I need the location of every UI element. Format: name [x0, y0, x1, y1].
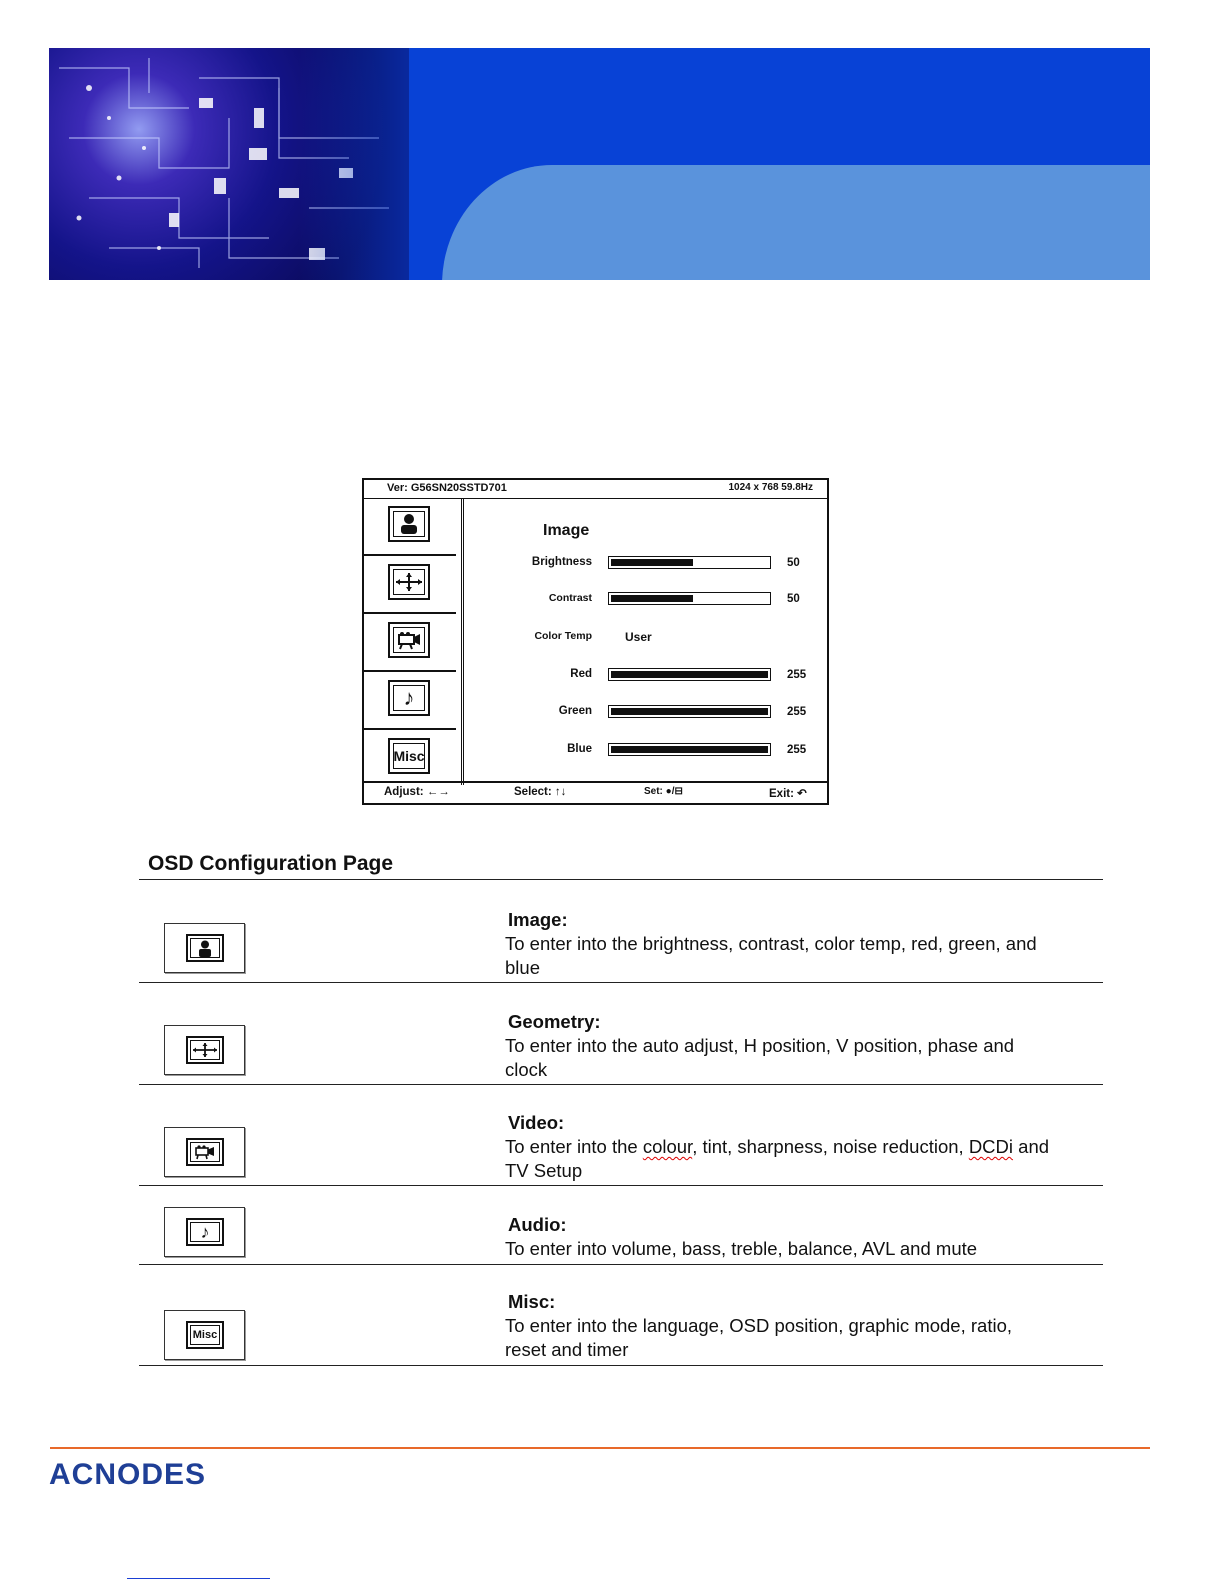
image-icon	[393, 511, 425, 537]
adjust-hint: Adjust: ←→	[384, 786, 450, 798]
divider	[139, 982, 1103, 983]
config-image-heading: Image:	[508, 909, 568, 930]
config-misc-heading: Misc:	[508, 1291, 556, 1312]
image-icon	[190, 938, 220, 958]
osd-tab-misc[interactable]	[364, 730, 456, 786]
video-icon	[190, 1142, 220, 1162]
config-audio-heading: Audio:	[508, 1214, 567, 1235]
divider	[139, 1084, 1103, 1085]
geometry-icon	[393, 569, 425, 595]
contrast-slider[interactable]	[608, 592, 771, 605]
osd-footer-hints	[364, 781, 827, 803]
osd-menu-diagram	[362, 478, 829, 805]
osd-tab-image[interactable]	[364, 498, 456, 556]
color-temp-value[interactable]: User	[625, 630, 652, 644]
select-hint: Select: ↑↓	[514, 786, 567, 798]
config-misc-description: Misc: To enter into the language, OSD position, graphic mode, ratio, reset and timer	[505, 1290, 1095, 1362]
osd-panel-title: Image	[543, 522, 590, 539]
osd-version: Ver: G56SN20SSTD701	[387, 482, 507, 494]
footer-rule	[50, 1447, 1150, 1449]
red-slider[interactable]	[608, 668, 771, 681]
osd-tab-geometry[interactable]	[364, 556, 456, 614]
config-misc-icon-box	[164, 1310, 245, 1360]
set-hint: Set: ●/⊟	[644, 786, 683, 797]
config-geometry-icon-box	[164, 1025, 245, 1075]
exit-hint: Exit: ↶	[769, 788, 807, 800]
misc-icon: Misc	[393, 743, 425, 769]
config-video-icon-box	[164, 1127, 245, 1177]
acnodes-logo[interactable]	[49, 1450, 249, 1490]
osd-category-sidebar	[364, 498, 464, 785]
geometry-icon	[190, 1040, 220, 1060]
brightness-slider[interactable]	[608, 556, 771, 569]
misc-icon: Misc	[190, 1325, 220, 1345]
section-title: OSD Configuration Page	[148, 852, 394, 875]
config-audio-icon-box	[164, 1207, 245, 1257]
green-slider[interactable]	[608, 705, 771, 718]
footer-link-underline[interactable]	[127, 1578, 270, 1579]
video-icon	[393, 627, 425, 653]
osd-row-blue: Blue 255	[567, 743, 807, 756]
osd-resolution: 1024 x 768 59.8Hz	[728, 482, 813, 493]
audio-icon: ♪	[393, 685, 425, 711]
header-banner	[49, 48, 1150, 280]
osd-row-brightness: Brightness 50	[531, 556, 800, 569]
osd-header	[364, 480, 827, 499]
svg-text:ACNODES: ACNODES	[49, 1458, 207, 1490]
divider	[139, 1365, 1103, 1366]
audio-icon: ♪	[190, 1222, 220, 1242]
config-image-description: Image: To enter into the brightness, contrast, color temp, red, green, and blue	[505, 908, 1095, 980]
config-image-icon-box	[164, 923, 245, 973]
osd-row-green: Green 255	[558, 705, 807, 718]
config-geometry-description: Geometry: To enter into the auto adjust, H position, V position, phase and clock	[505, 1010, 1095, 1082]
banner-curve	[442, 165, 1150, 280]
osd-row-red: Red 255	[570, 668, 807, 681]
divider	[139, 879, 1103, 880]
config-geometry-heading: Geometry:	[508, 1011, 601, 1032]
divider	[139, 1264, 1103, 1265]
divider	[139, 1185, 1103, 1186]
osd-row-contrast: Contrast 50	[548, 592, 800, 605]
osd-row-color-temp: Color Temp User	[534, 630, 652, 644]
osd-image-panel	[464, 498, 827, 785]
config-video-heading: Video:	[508, 1112, 565, 1133]
blue-slider[interactable]	[608, 743, 771, 756]
config-audio-description: Audio: To enter into volume, bass, treble, balance, AVL and mute	[505, 1213, 1095, 1261]
osd-tab-audio[interactable]	[364, 672, 456, 730]
config-video-description: Video: To enter into the colour, tint, sharpness, noise reduction, DCDi and TV Setup	[505, 1111, 1095, 1183]
osd-tab-video[interactable]	[364, 614, 456, 672]
